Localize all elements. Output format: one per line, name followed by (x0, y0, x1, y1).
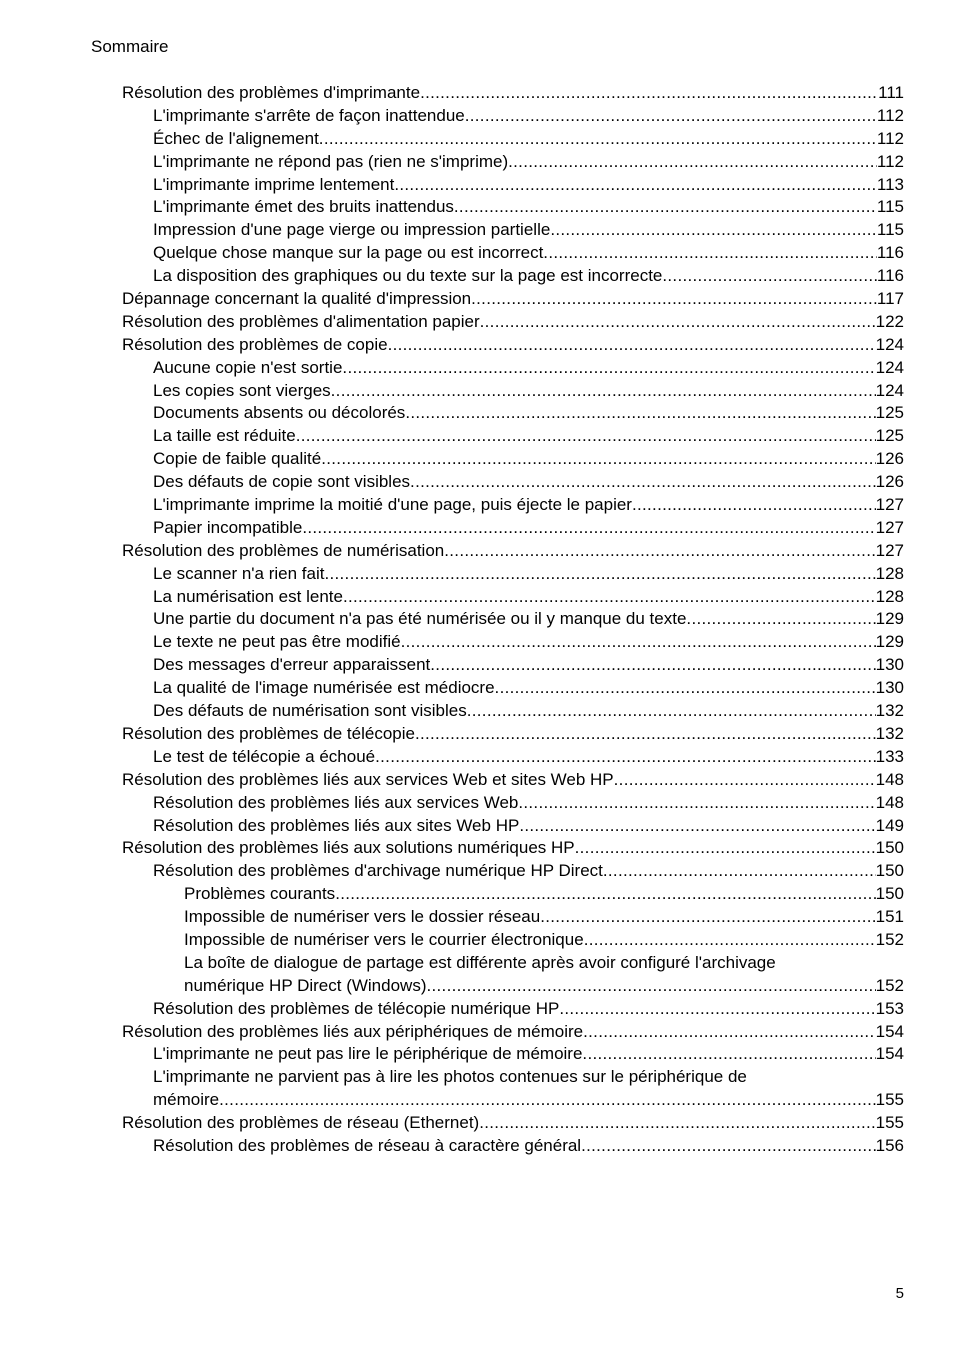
toc-entry-page: 132 (875, 723, 904, 743)
toc-entry-title: Impression d'une page vierge ou impression partielle (153, 220, 551, 240)
toc-entry-page: 153 (875, 998, 904, 1018)
toc-entry[interactable] (122, 586, 904, 609)
toc-entry-title: Copie de faible qualité (153, 449, 322, 469)
toc-entry[interactable] (122, 1043, 904, 1066)
toc-entry[interactable] (122, 82, 904, 105)
toc-entry[interactable] (122, 700, 904, 723)
toc-entry[interactable] (122, 471, 904, 494)
dot-leader (415, 723, 876, 746)
toc-entry[interactable] (122, 540, 904, 563)
toc-entry[interactable] (122, 769, 904, 792)
toc-entry-page: 150 (875, 861, 904, 881)
toc-entry-title: Le scanner n'a rien fait (153, 563, 325, 583)
toc-entry[interactable] (122, 952, 904, 998)
dot-leader (508, 151, 877, 174)
toc-entry-page: 129 (875, 609, 904, 629)
toc-entry[interactable] (122, 792, 904, 815)
toc-entry[interactable] (122, 883, 904, 906)
toc-entry-page: 124 (875, 357, 904, 377)
dot-leader (321, 448, 875, 471)
toc-entry-page: 124 (875, 380, 904, 400)
toc-entry[interactable] (122, 815, 904, 838)
toc-entry-page: 149 (875, 815, 904, 835)
toc-entry-title: L'imprimante s'arrête de façon inattendue (153, 105, 465, 125)
dot-leader (296, 425, 876, 448)
table-of-contents (122, 82, 904, 1158)
dot-leader (331, 380, 876, 403)
toc-entry-title: Résolution des problèmes d'archivage numérique HP Direct (153, 861, 603, 881)
dot-leader (405, 402, 875, 425)
toc-entry-page: 132 (875, 701, 904, 721)
dot-leader (219, 1089, 876, 1112)
toc-entry-page: 122 (875, 311, 904, 331)
toc-entry-title: Des défauts de numérisation sont visibles (153, 701, 467, 721)
toc-entry[interactable] (122, 677, 904, 700)
dot-leader (518, 792, 875, 815)
dot-leader (465, 105, 877, 128)
toc-entry-page: 112 (876, 151, 904, 171)
dot-leader (401, 631, 876, 654)
toc-entry-page: 129 (875, 632, 904, 652)
toc-entry[interactable] (122, 288, 904, 311)
toc-entry-title: La qualité de l'image numérisée est médiocre (153, 678, 495, 698)
dot-leader (550, 219, 877, 242)
toc-entry[interactable] (122, 860, 904, 883)
dot-leader (420, 82, 878, 105)
dot-leader (495, 677, 876, 700)
toc-entry-page: 115 (876, 220, 904, 240)
toc-entry[interactable] (122, 380, 904, 403)
toc-entry-page: 125 (875, 426, 904, 446)
toc-entry-title: Problèmes courants (184, 884, 336, 904)
toc-entry[interactable] (122, 1066, 904, 1112)
dot-leader (480, 311, 876, 334)
toc-entry-title: Résolution des problèmes de réseau (Ethernet) (122, 1113, 480, 1133)
toc-entry-title: mémoire (153, 1090, 220, 1110)
toc-entry-page: 155 (875, 1090, 904, 1110)
toc-entry[interactable] (122, 1112, 904, 1135)
toc-entry[interactable] (122, 425, 904, 448)
toc-entry-title: Résolution des problèmes d'imprimante (122, 83, 421, 102)
toc-entry[interactable] (122, 105, 904, 128)
dot-leader (375, 746, 876, 769)
toc-entry[interactable] (122, 196, 904, 219)
toc-entry-title: Résolution des problèmes de numérisation (122, 540, 445, 560)
toc-entry[interactable] (122, 608, 904, 631)
toc-entry[interactable] (122, 242, 904, 265)
toc-entry[interactable] (122, 494, 904, 517)
toc-entry-page: 155 (875, 1113, 904, 1133)
toc-entry-title: L'imprimante ne répond pas (rien ne s'imprime) (153, 151, 509, 171)
toc-entry[interactable] (122, 998, 904, 1021)
toc-entry-title: L'imprimante imprime la moitié d'une page, puis éjecte le papier (153, 495, 632, 515)
toc-entry-page: 128 (875, 563, 904, 583)
toc-entry[interactable] (122, 265, 904, 288)
page-title: Sommaire (91, 37, 169, 56)
dot-leader (582, 1043, 875, 1066)
toc-entry[interactable] (122, 357, 904, 380)
dot-leader (335, 883, 875, 906)
toc-entry-page: 152 (875, 975, 904, 995)
toc-entry-page: 151 (875, 907, 904, 927)
toc-entry-page: 126 (875, 472, 904, 492)
toc-entry-title: Quelque chose manque sur la page ou est incorrect (153, 243, 544, 263)
toc-entry-page: 130 (875, 655, 904, 675)
toc-entry-page: 112 (876, 105, 904, 125)
toc-entry-page: 115 (876, 197, 904, 217)
toc-entry[interactable] (122, 128, 904, 151)
toc-entry[interactable] (122, 448, 904, 471)
dot-leader (583, 1021, 875, 1044)
dot-leader (584, 929, 876, 952)
toc-entry[interactable] (122, 654, 904, 677)
dot-leader (342, 357, 875, 380)
toc-entry[interactable] (122, 723, 904, 746)
toc-entry-title: Dépannage concernant la qualité d'impression (122, 289, 472, 309)
toc-entry-title: L'imprimante imprime lentement (153, 174, 395, 194)
toc-entry[interactable] (122, 563, 904, 586)
toc-entry-page: 133 (875, 746, 904, 766)
toc-entry-page: 124 (875, 334, 904, 354)
dot-leader (471, 288, 877, 311)
toc-entry[interactable] (122, 906, 904, 929)
dot-leader (410, 471, 876, 494)
toc-entry-title: Des défauts de copie sont visibles (153, 472, 411, 492)
toc-entry[interactable] (122, 517, 904, 540)
toc-entry-title: Les copies sont vierges (153, 380, 331, 400)
toc-entry-title: Des messages d'erreur apparaissent (153, 655, 431, 675)
toc-entry-title: Papier incompatible (153, 517, 303, 537)
dot-leader (430, 654, 875, 677)
toc-entry-title: numérique HP Direct (Windows) (184, 975, 427, 995)
dot-leader (632, 494, 876, 517)
toc-entry-page: 127 (875, 540, 904, 560)
toc-entry-page: 116 (876, 243, 904, 263)
toc-entry-title: Résolution des problèmes liés aux services Web et sites Web HP (122, 769, 614, 789)
toc-entry-title: Résolution des problèmes liés aux sites Web HP (153, 815, 520, 835)
dot-leader (543, 242, 877, 265)
toc-entry-title: Une partie du document n'a pas été numérisée ou il y manque du texte (153, 609, 687, 629)
toc-entry-title: Échec de l'alignement (153, 128, 319, 148)
toc-entry-page: 150 (875, 838, 904, 858)
toc-entry-title: Résolution des problèmes de télécopie numérique HP (153, 998, 560, 1018)
dot-leader (581, 1135, 876, 1158)
toc-entry-title: L'imprimante ne peut pas lire le périphérique de mémoire (153, 1044, 583, 1064)
toc-entry-page: 127 (875, 495, 904, 515)
toc-entry-page: 112 (876, 128, 904, 148)
dot-leader (394, 174, 877, 197)
dot-leader (575, 837, 876, 860)
toc-entry[interactable] (122, 334, 904, 357)
toc-entry-page: 116 (876, 266, 904, 286)
toc-entry-title-line1: La boîte de dialogue de partage est différente après avoir configuré l'archivage (184, 952, 776, 972)
dot-leader (662, 265, 877, 288)
toc-entry-page: 150 (875, 884, 904, 904)
toc-entry-page: 128 (875, 586, 904, 606)
toc-entry[interactable] (122, 929, 904, 952)
dot-leader (343, 586, 876, 609)
toc-entry-title: Impossible de numériser vers le courrier électronique (184, 929, 584, 949)
dot-leader (426, 975, 875, 998)
dot-leader (324, 563, 875, 586)
toc-entry-title: Résolution des problèmes liés aux services Web (153, 792, 519, 812)
toc-entry-page: 126 (875, 449, 904, 469)
toc-entry-page: 127 (875, 517, 904, 537)
toc-entry-title: L'imprimante émet des bruits inattendus (153, 197, 454, 217)
toc-entry-title: Le texte ne peut pas être modifié (153, 632, 401, 652)
toc-entry-title: Résolution des problèmes de télécopie (122, 723, 415, 743)
toc-entry[interactable] (122, 837, 904, 860)
dot-leader (614, 769, 876, 792)
toc-entry-page: 154 (875, 1044, 904, 1064)
toc-entry-page: 152 (875, 929, 904, 949)
toc-entry[interactable] (122, 174, 904, 197)
toc-entry-page: 154 (875, 1021, 904, 1041)
dot-leader (519, 815, 875, 838)
dot-leader (603, 860, 876, 883)
dot-leader (302, 517, 875, 540)
toc-entry-title: Résolution des problèmes de réseau à caractère général (153, 1136, 582, 1156)
toc-entry-title: Documents absents ou décolorés (153, 403, 406, 423)
toc-entry[interactable] (122, 311, 904, 334)
toc-entry-page: 111 (878, 83, 904, 102)
toc-entry-title: Le test de télécopie a échoué (153, 746, 376, 766)
toc-entry-page: 117 (876, 289, 904, 309)
toc-entry-title: Résolution des problèmes liés aux solutions numériques HP (122, 838, 575, 858)
dot-leader (686, 608, 875, 631)
toc-entry[interactable] (122, 746, 904, 769)
toc-entry[interactable] (122, 1021, 904, 1044)
dot-leader (319, 128, 877, 151)
toc-entry[interactable] (122, 631, 904, 654)
toc-entry-page: 130 (875, 678, 904, 698)
toc-entry-page: 113 (876, 174, 904, 194)
toc-entry-title: Aucune copie n'est sortie (153, 357, 343, 377)
dot-leader (467, 700, 876, 723)
toc-entry-title: Résolution des problèmes de copie (122, 334, 388, 354)
toc-entry-title-line1: L'imprimante ne parvient pas à lire les photos contenues sur le périphérique de (153, 1067, 747, 1087)
toc-entry-title: Résolution des problèmes liés aux périphériques de mémoire (122, 1021, 584, 1041)
toc-entry-page: 125 (875, 403, 904, 423)
dot-leader (454, 196, 877, 219)
dot-leader (559, 998, 875, 1021)
page-number: 5 (895, 1285, 904, 1302)
toc-entry-page: 156 (875, 1136, 904, 1156)
toc-entry-title: Résolution des problèmes d'alimentation papier (122, 311, 480, 331)
dot-leader (444, 540, 875, 563)
toc-entry-title: La disposition des graphiques ou du texte sur la page est incorrecte (153, 266, 663, 286)
dot-leader (540, 906, 875, 929)
toc-entry[interactable] (122, 1135, 904, 1158)
dot-leader (388, 334, 876, 357)
toc-entry[interactable] (122, 219, 904, 242)
toc-entry-title: La numérisation est lente (153, 586, 343, 606)
toc-entry-page: 148 (875, 769, 904, 789)
toc-entry[interactable] (122, 151, 904, 174)
dot-leader (479, 1112, 875, 1135)
toc-entry[interactable] (122, 402, 904, 425)
toc-entry-title: La taille est réduite (153, 426, 296, 446)
toc-entry-title: Impossible de numériser vers le dossier réseau (184, 907, 541, 927)
toc-entry-page: 148 (875, 792, 904, 812)
